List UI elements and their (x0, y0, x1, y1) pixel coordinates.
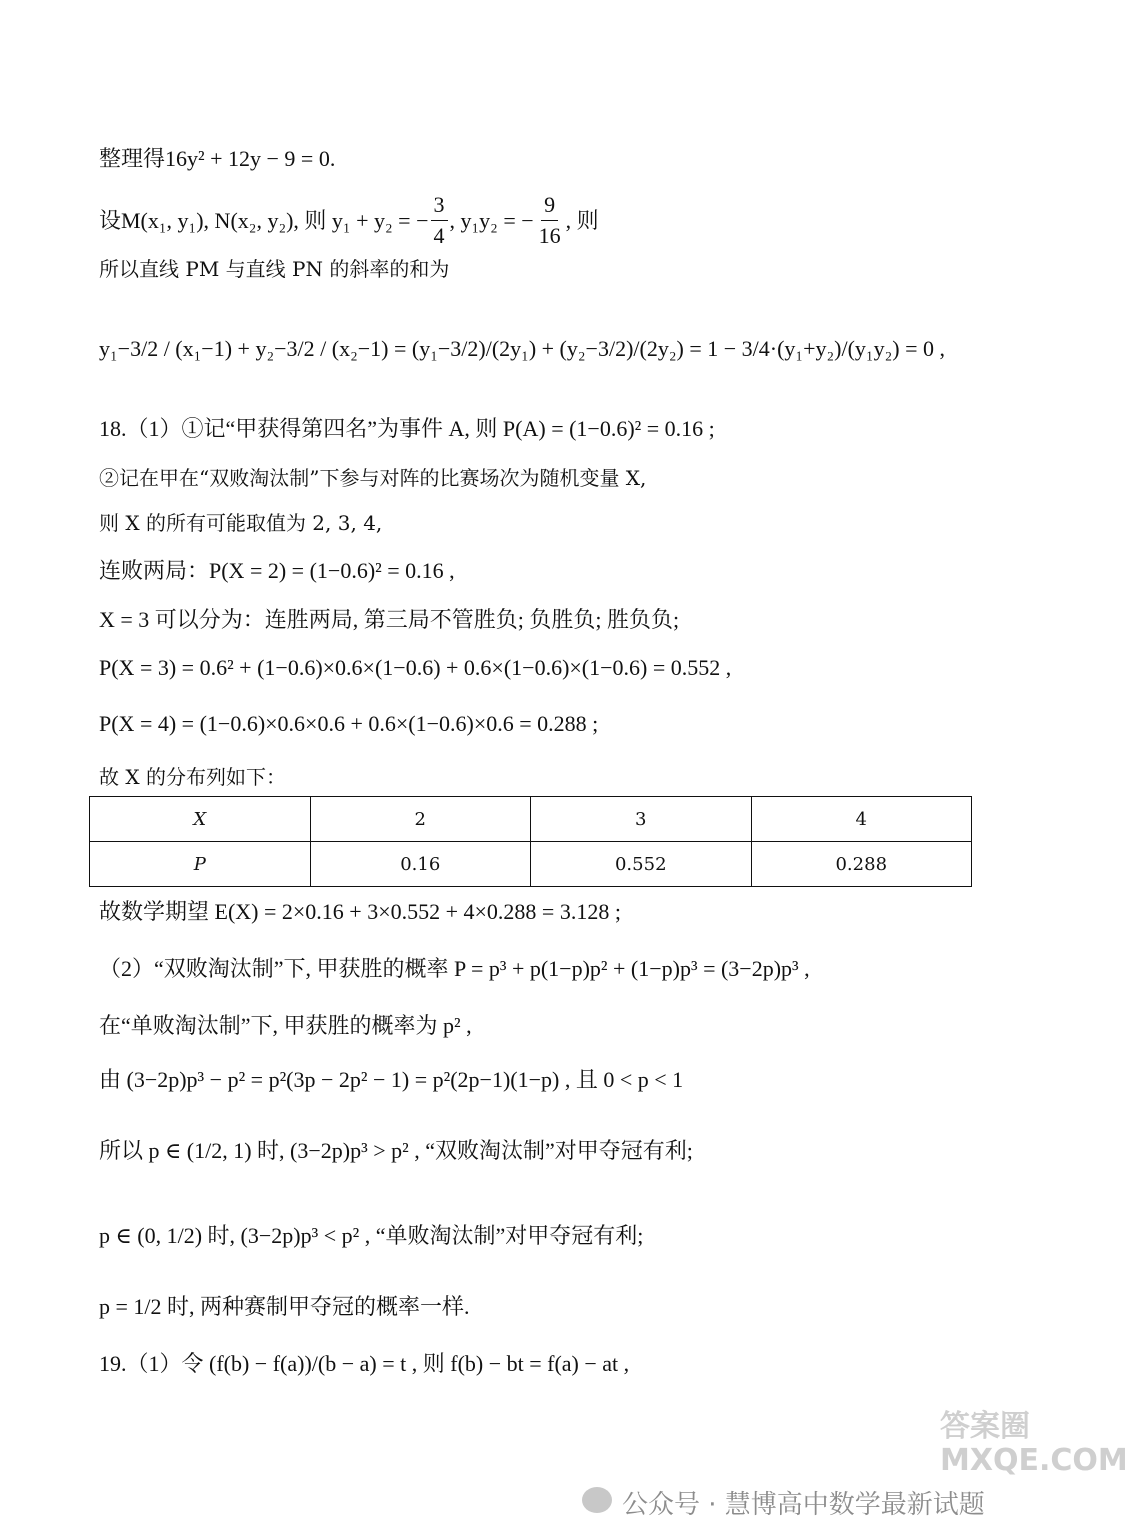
line-slope-sum-intro: 所以直线 PM 与直线 PN 的斜率的和为 (99, 257, 450, 281)
table-cell: 0.288 (751, 842, 972, 887)
watermark-stamp: 答案圈 MXQE.COM (940, 1409, 1128, 1478)
line-distribution-intro: 故 X 的分布列如下： (99, 765, 286, 789)
table-row (90, 797, 972, 842)
fraction-den: 16 (538, 223, 561, 248)
fraction-num: 9 (541, 190, 558, 221)
table-cell: 0.16 (310, 842, 531, 887)
table-cell: 0.552 (531, 842, 752, 887)
fraction-nine-sixteenths (536, 190, 564, 251)
line-px2: 连败两局：P(X = 2) = (1−0.6)² = 0.16 , (99, 558, 455, 583)
line-q19: 19.（1）令 (f(b) − f(a))/(b − a) = t , 则 f(b) − bt = f(a) − at , (99, 1351, 630, 1376)
line-slope-sum-formula: y₁−3/2 / (x₁−1) + y₂−3/2 / (x₂−1) = (y₁−3/2)/(2y₁) + (y₂−3/2)/(2y₂) = 1 − 3/4·(y₁+y₂)/(y₁y₂) = 0 , (99, 336, 946, 361)
line-px4: P(X = 4) = (1−0.6)×0.6×0.6 + 0.6×(1−0.6)×0.6 = 0.288 ; (99, 711, 599, 736)
line-difference: 由 (3−2p)p³ − p² = p²(3p − 2p² − 1) = p²(2p−1)(1−p) , 且 0 < p < 1 (99, 1067, 684, 1092)
table-cell: 3 (531, 797, 752, 842)
fraction-num: 3 (431, 190, 448, 221)
line-quadratic: 整理得16y² + 12y − 9 = 0. (99, 146, 336, 171)
vieta-part-1: 设M(x₁, y₁), N(x₂, y₂), 则 y₁ + y₂ = − (99, 207, 429, 233)
line-x3-cases: X = 3 可以分为：连胜两局, 第三局不管胜负; 负胜负; 胜负负; (99, 607, 680, 632)
line-q18-1: 18.（1）①记“甲获得第四名”为事件 A, 则 P(A) = (1−0.6)² = 0.16 ; (99, 416, 715, 441)
table-row (90, 842, 972, 887)
line-case-eq-half: p = 1/2 时, 两种赛制甲夺冠的概率一样. (99, 1294, 470, 1319)
distribution-table (89, 796, 972, 887)
fraction-den: 4 (433, 223, 445, 248)
line-q18-values: 则 X 的所有可能取值为 2, 3, 4, (99, 511, 383, 535)
line-px3: P(X = 3) = 0.6² + (1−0.6)×0.6×(1−0.6) + 0.6×(1−0.6)×(1−0.6) = 0.552 , (99, 655, 732, 680)
line-case-lt-half: p ∈ (0, 1/2) 时, (3−2p)p³ < p² , “单败淘汰制”对甲夺冠有利; (99, 1223, 644, 1248)
line-single-elim: 在“单败淘汰制”下, 甲获胜的概率为 p² , (99, 1013, 472, 1038)
table-cell: 2 (310, 797, 531, 842)
line-q18-2: ②记在甲在“双败淘汰制”下参与对阵的比赛场次为随机变量 X, (99, 466, 647, 490)
wechat-icon (582, 1487, 612, 1513)
table-cell: P (90, 842, 311, 887)
vieta-part-3: , 则 (565, 207, 599, 233)
table-cell: X (90, 797, 311, 842)
line-double-elim: （2）“双败淘汰制”下, 甲获胜的概率 P = p³ + p(1−p)p² + (1−p)p³ = (3−2p)p³ , (99, 956, 810, 981)
table-cell: 4 (751, 797, 972, 842)
line-case-gt-half: 所以 p ∈ (1/2, 1) 时, (3−2p)p³ > p² , “双败淘汰制”对甲夺冠有利; (99, 1138, 693, 1163)
line-expectation: 故数学期望 E(X) = 2×0.16 + 3×0.552 + 4×0.288 = 3.128 ; (99, 899, 621, 924)
watermark-text: 公众号 · 慧博高中数学最新试题 (622, 1490, 985, 1520)
fraction-three-fourths (431, 190, 448, 251)
vieta-part-2: , y₁y₂ = − (449, 207, 534, 233)
line-vieta (99, 190, 599, 251)
